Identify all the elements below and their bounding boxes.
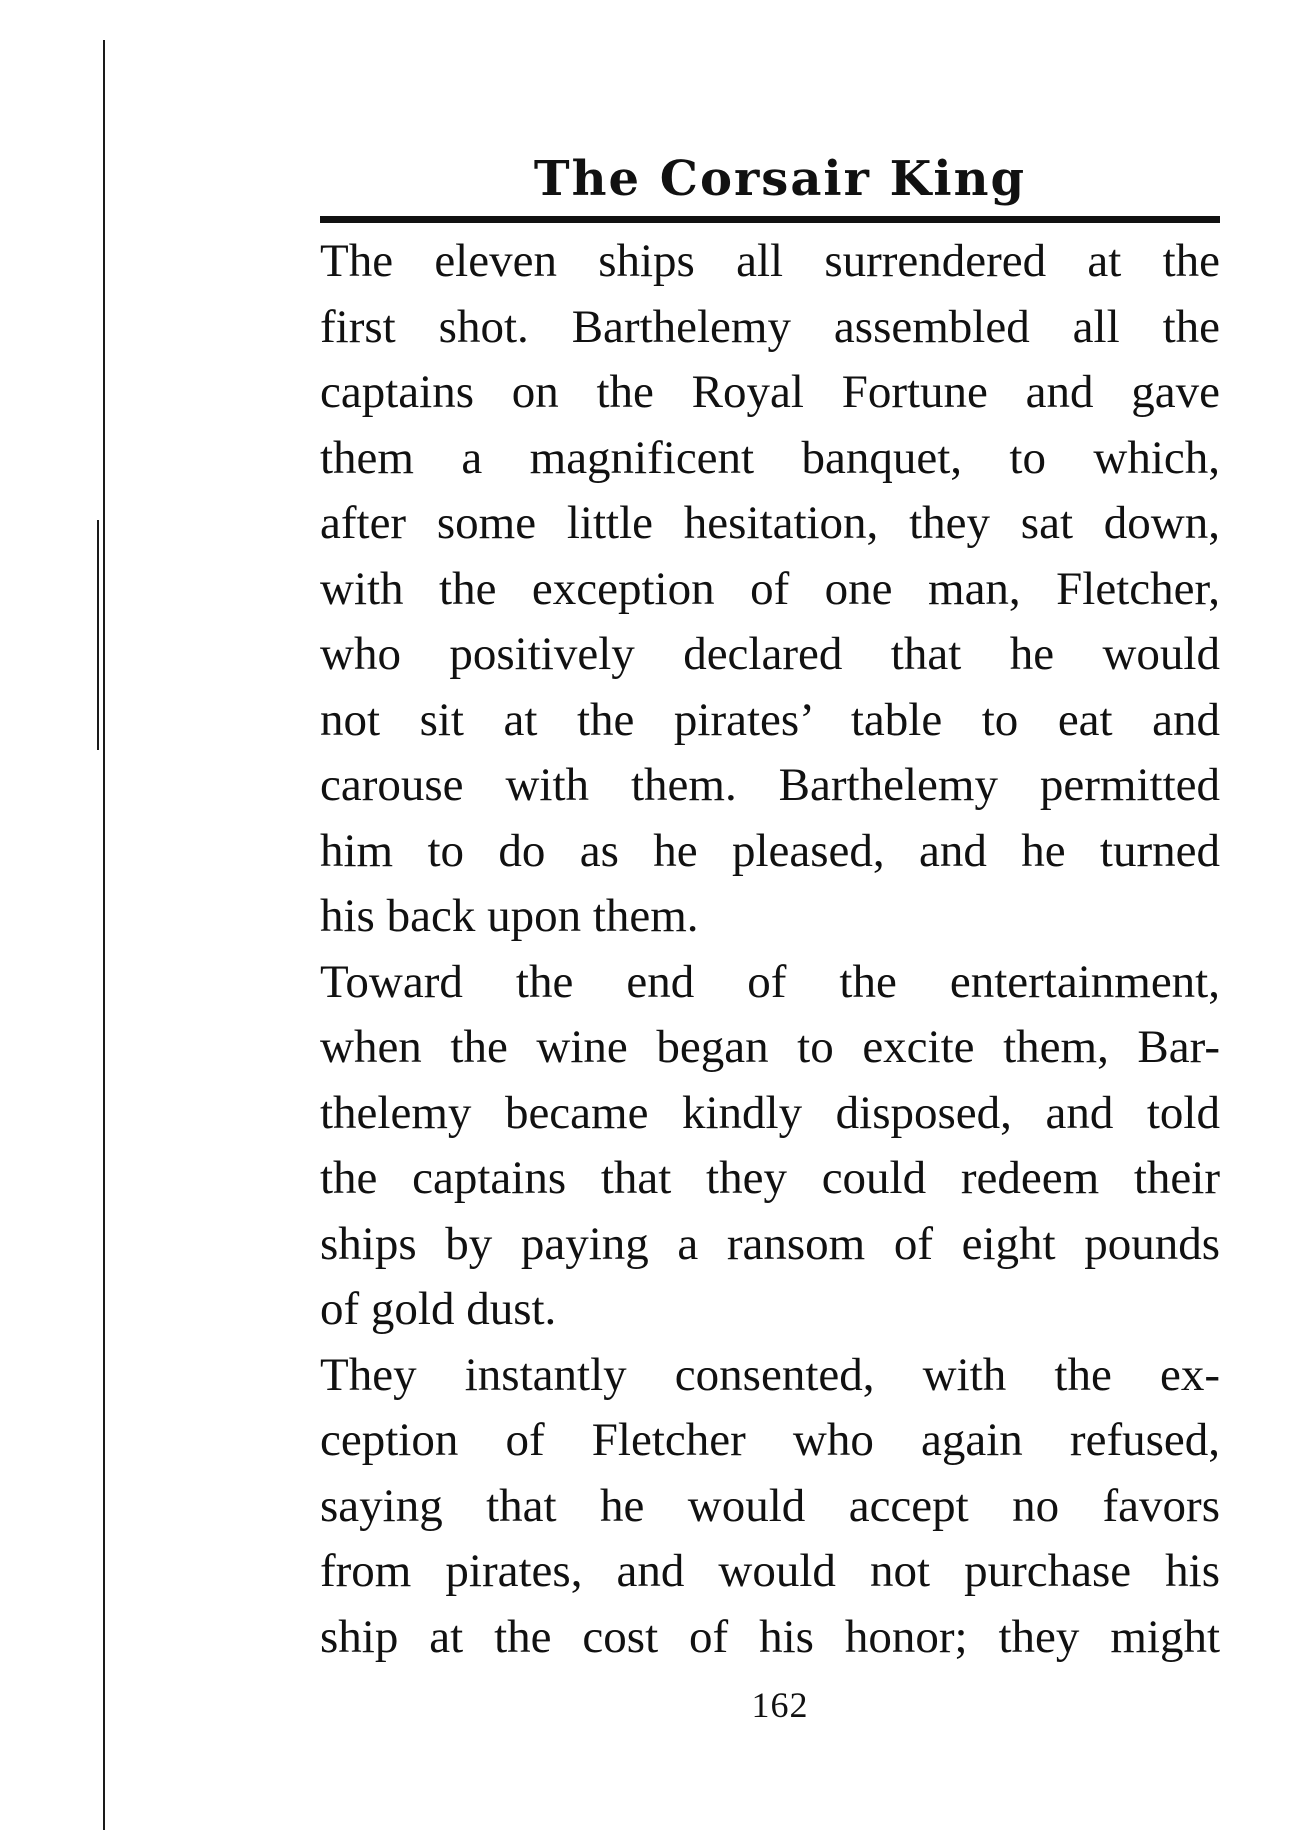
text-line: his back upon them. xyxy=(320,890,699,942)
paragraph-3 xyxy=(320,1343,1220,1671)
text-line: after some little hesitation, they sat down, xyxy=(320,497,1220,549)
binding-edge-line xyxy=(97,520,99,750)
text-line: of gold dust. xyxy=(320,1283,557,1335)
text-line: saying that he would accept no favors xyxy=(320,1479,1220,1532)
book-page xyxy=(320,150,1220,1726)
text-line: ship at the cost of his honor; they might xyxy=(320,1610,1220,1663)
text-line: carouse with them. Barthelemy permitted xyxy=(320,759,1220,811)
text-line: them a magnificent banquet, to which, xyxy=(320,431,1220,484)
text-line: when the wine began to excite them, Bar- xyxy=(320,1021,1220,1073)
binding-edge-line xyxy=(103,40,105,1830)
page-number: 162 xyxy=(751,1685,809,1725)
running-head: The Corsair King xyxy=(533,151,1027,207)
text-line: ception of Fletcher who again refused, xyxy=(320,1414,1220,1466)
header-rule xyxy=(320,216,1220,223)
text-line: him to do as he pleased, and he turned xyxy=(320,824,1220,877)
paragraph-1 xyxy=(320,229,1220,950)
text-line: the captains that they could redeem their xyxy=(320,1152,1220,1204)
text-line: first shot. Barthelemy assembled all the xyxy=(320,300,1220,353)
text-line: The eleven ships all surrendered at the xyxy=(320,235,1220,287)
text-line: not sit at the pirates’ table to eat and xyxy=(320,693,1220,746)
paragraph-2 xyxy=(320,950,1220,1343)
text-line: with the exception of one man, Fletcher, xyxy=(320,562,1220,615)
text-line: ships by paying a ransom of eight pounds xyxy=(320,1217,1220,1270)
text-line: from pirates, and would not purchase his xyxy=(320,1545,1220,1597)
text-line: Toward the end of the entertainment, xyxy=(320,955,1220,1008)
text-line: thelemy became kindly disposed, and told xyxy=(320,1086,1220,1139)
text-line: They instantly consented, with the ex- xyxy=(320,1348,1220,1401)
text-line: captains on the Royal Fortune and gave xyxy=(320,366,1220,418)
text-line: who positively declared that he would xyxy=(320,628,1220,680)
